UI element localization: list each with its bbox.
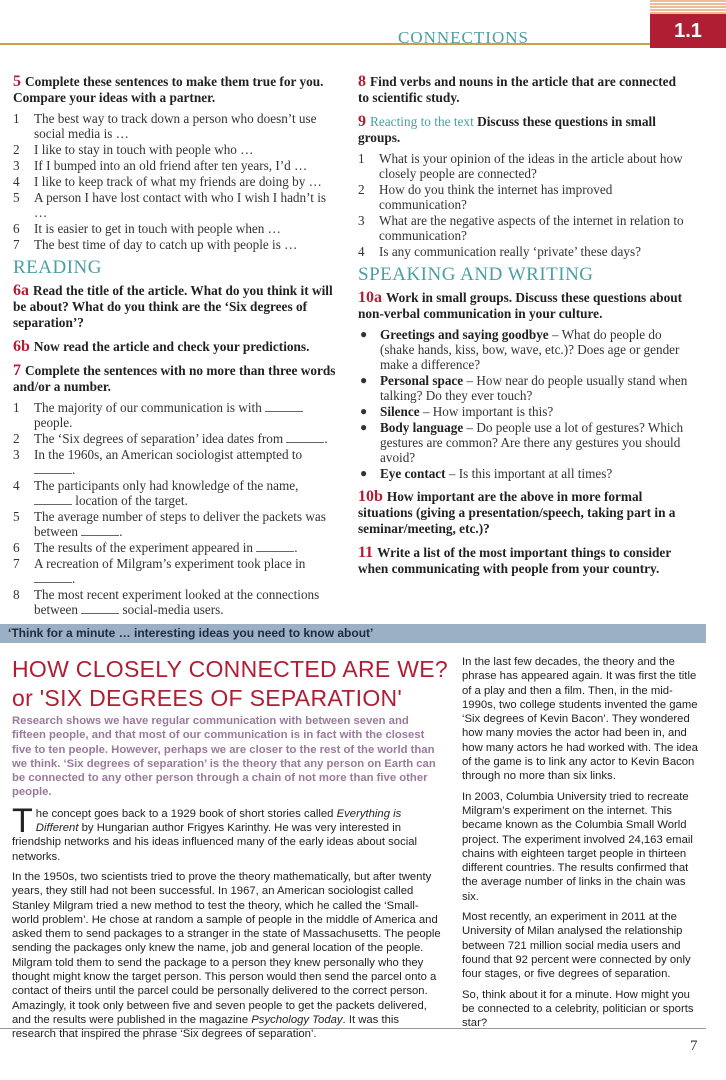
list-item: 4 The participants only had knowledge of the name, location of the target. (13, 478, 299, 508)
exercise-10b: 10b How important are the above in more formal situations (giving a presentation/speech, taking part in a seminar/meeting, etc.)? (358, 488, 676, 536)
exercise-9: 9 Reacting to the text Discuss these questions in small groups. (358, 113, 656, 145)
list-item: ● Personal space – How near do people usually stand when talking? Do they ever touch? (360, 373, 688, 403)
article-paragraph: Most recently, an experiment in 2011 at the University of Milan analysed the relationship between 721 million social media users and found that 92 percent were connected by only four stages, or five degrees of separation. (462, 911, 691, 981)
answer-blank[interactable] (81, 604, 119, 614)
right-column (358, 74, 688, 582)
article-paragraph: The concept goes back to a 1929 book of short stories called Everything is Different by Hungarian author Frigyes Karinthy. He was very interested in friendship networks and his ideas influenced many of the early ideas about social networks. (12, 801, 418, 863)
exercise-8: 8 Find verbs and nouns in the article that are connected to scientific study. (358, 73, 676, 105)
answer-blank[interactable] (81, 526, 119, 536)
list-item: 5 The average number of steps to deliver the packets was between . (13, 509, 326, 539)
list-item: 4 I like to keep track of what my friends are doing by … (13, 174, 322, 189)
article-right-column (462, 655, 698, 1036)
unit-number-badge: 1.1 (650, 14, 726, 48)
list-item: 3 In the 1960s, an American sociologist attempted to . (13, 447, 303, 477)
list-item: 7 A recreation of Milgram’s experiment took place in . (13, 556, 306, 586)
exercise-10a: 10a Work in small groups. Discuss these questions about non-verbal communication in your culture. (358, 289, 683, 321)
drop-cap: T (12, 801, 33, 840)
list-item: 5 A person I have lost contact with who I wish I hadn’t is … (13, 190, 327, 220)
list-item: 6 The results of the experiment appeared in . (13, 540, 298, 555)
reading-heading: READING (13, 257, 102, 278)
exercise-9-list (358, 151, 688, 259)
article-paragraph: In the 1950s, two scientists tried to prove the theory mathematically, but after twenty years, they still had not been successful. In 1967, an American sociologist called Stanley Milgram tried a new method to test the theory, which he called the ‘Small-world problem’. He chose at random a sample of people in the middle of America and asked them to send packages to a stranger in the state of Massachusetts. The people sending the packages only knew the name, job and general location of the people. Milgram told them to send the package to a person they knew personally who they thought might know the target person. This person would then send the parcel onto a contact of theirs until the parcel could be personally delivered to the correct person. Amazingly, it took only between five and seven people to get the packets delivered, and the results were published in the magazine Psychology Today. It was this research that inspired the phrase ‘Six degrees of separation’. (12, 870, 441, 1041)
article-paragraph: So, think about it for a minute. How might you be connected to a celebrity, politician or sports star? (462, 988, 694, 1030)
exercise-6b: 6b Now read the article and check your predictions. (13, 338, 310, 355)
article-paragraph: In the last few decades, the theory and the phrase has appeared again. It was first the title of a play and then a film. Then, in the mid-1990s, two college students invented the game ‘Six degrees of Kevin Bacon’. They wondered how many movies the actor had been in, and how many actors he had worked with. The idea of the game is to link any actor to Kevin Bacon through no more than six links. (462, 656, 698, 783)
list-item: 1 What is your opinion of the ideas in the article about how closely people are connected? (358, 151, 683, 181)
list-item: 1 The majority of our communication is with people. (13, 400, 338, 430)
answer-blank[interactable] (256, 542, 294, 552)
list-item: 8 The most recent experiment looked at the connections between social-media users. (13, 587, 320, 617)
exercise-7: 7 Complete the sentences with no more than three words and/or a number. (13, 362, 336, 394)
left-column (13, 74, 338, 625)
list-item: 2 The ‘Six degrees of separation’ idea dates from . (13, 431, 328, 446)
list-item: 1 The best way to track down a person who doesn’t use social media is … (13, 111, 317, 141)
unit-title: CONNECTIONS (398, 28, 529, 47)
header-rule (0, 43, 726, 45)
exercise-5-list (13, 111, 338, 252)
article-title: HOW CLOSELY CONNECTED ARE WE? or 'SIX DEGREES OF SEPARATION' (12, 656, 448, 711)
article-intro: Research shows we have regular communication with between seven and fifteen people, and that most of our communication is in fact with the closest five to ten people. However, perhaps we are closer to the rest of the world than we think. ‘Six degrees of separation’ is the theory that any person on Earth can be connected to any other person through a chain of not more than five other people. (12, 715, 436, 799)
article-band: ‘Think for a minute … interesting ideas you need to know about’ (0, 624, 706, 643)
answer-blank[interactable] (34, 573, 72, 583)
exercise-7-list (13, 400, 338, 617)
list-item: 3 If I bumped into an old friend after ten years, I’d … (13, 158, 308, 173)
exercise-11: 11 Write a list of the most important things to consider when communicating with people from your country. (358, 544, 671, 576)
list-item: 2 How do you think the internet has improved communication? (358, 182, 613, 212)
exercise-10a-list (358, 327, 688, 481)
exercise-6a: 6a Read the title of the article. What do you think it will be about? What do you think are the ‘Six degrees of separation’? (13, 282, 333, 330)
list-item: ● Greetings and saying goodbye – What do people do (shake hands, kiss, bow, wave, etc.)? Does age or gender make a difference? (360, 327, 680, 372)
list-item: ● Silence – How important is this? (360, 404, 554, 419)
answer-blank[interactable] (34, 464, 72, 474)
answer-blank[interactable] (34, 495, 72, 505)
speaking-writing-heading: SPEAKING AND WRITING (358, 264, 594, 285)
list-item: 4 Is any communication really ‘private’ these days? (358, 244, 641, 259)
list-item: ● Body language – Do people use a lot of gestures? Which gestures are common? Are there any gestures you should avoid? (360, 420, 684, 465)
page-number: 7 (690, 1038, 698, 1054)
list-item: 2 I like to stay in touch with people who … (13, 142, 254, 157)
list-item: 6 It is easier to get in touch with people when … (13, 221, 281, 236)
header-stripes (650, 0, 726, 14)
list-item: ● Eye contact – Is this important at all times? (360, 466, 613, 481)
exercise-5: 5 Complete these sentences to make them true for you. Compare your ideas with a partner. (13, 73, 324, 105)
article-paragraph: In 2003, Columbia University tried to recreate Milgram’s experiment on the internet. This became known as the Columbia Small World project. The experiment involved 24,163 email chains with eighteen target people in thirteen different countries. The results confirmed that the average number of links in the chain was six. (462, 790, 693, 903)
list-item: 7 The best time of day to catch up with people is … (13, 237, 298, 252)
answer-blank[interactable] (286, 433, 324, 443)
answer-blank[interactable] (265, 402, 303, 412)
article-left-column (12, 714, 444, 1048)
list-item: 3 What are the negative aspects of the internet in relation to communication? (358, 213, 684, 243)
